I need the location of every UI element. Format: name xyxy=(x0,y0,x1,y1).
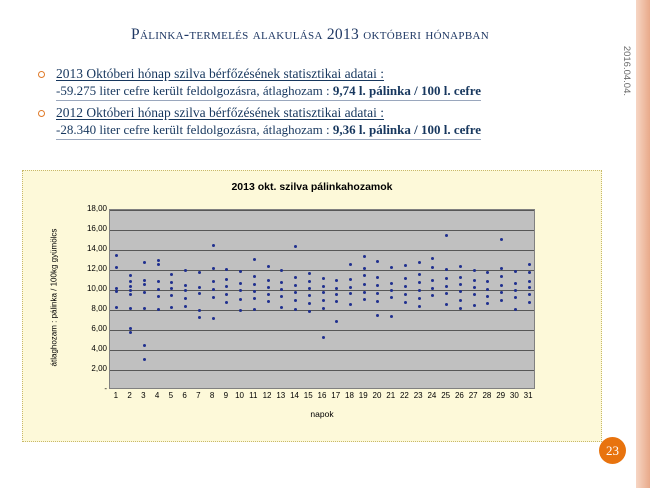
scatter-point xyxy=(514,270,517,273)
bullet-circle-icon xyxy=(38,71,45,78)
scatter-point xyxy=(459,290,462,293)
scatter-point xyxy=(500,275,503,278)
scatter-point xyxy=(322,336,325,339)
scatter-point xyxy=(129,274,132,277)
scatter-point xyxy=(349,278,352,281)
scatter-point xyxy=(157,280,160,283)
scatter-point xyxy=(473,293,476,296)
scatter-point xyxy=(170,287,173,290)
y-tick-label: 6,00 xyxy=(91,324,107,333)
scatter-point xyxy=(280,269,283,272)
scatter-point xyxy=(418,261,421,264)
scatter-point xyxy=(184,305,187,308)
scatter-point xyxy=(115,266,118,269)
scatter-point xyxy=(473,286,476,289)
scatter-point xyxy=(473,269,476,272)
scatter-point xyxy=(129,307,132,310)
x-tick-label: 25 xyxy=(441,391,451,400)
scatter-point xyxy=(473,304,476,307)
scatter-point xyxy=(404,301,407,304)
list-item xyxy=(30,66,590,103)
scatter-point xyxy=(486,302,489,305)
x-tick-label: 24 xyxy=(427,391,437,400)
scatter-point xyxy=(143,261,146,264)
scatter-point xyxy=(528,280,531,283)
bullet-heading: 2013 Októberi hónap szilva bérfőzésének statisztikai adatai : xyxy=(56,66,385,81)
bullet-detail-prefix: -28.340 liter cefre került feldolgozásra, átlaghozam : xyxy=(56,122,333,137)
scatter-point xyxy=(198,309,201,312)
x-tick-label: 27 xyxy=(468,391,478,400)
scatter-point xyxy=(322,277,325,280)
gridline xyxy=(110,250,534,251)
x-tick-label: 17 xyxy=(331,391,341,400)
y-tick-label: 2,00 xyxy=(91,364,107,373)
scatter-point xyxy=(418,305,421,308)
gridline xyxy=(110,210,534,211)
scatter-point xyxy=(349,292,352,295)
scatter-point xyxy=(322,285,325,288)
scatter-point xyxy=(322,307,325,310)
scatter-point xyxy=(335,287,338,290)
scatter-point xyxy=(528,301,531,304)
scatter-point xyxy=(129,327,132,330)
scatter-point xyxy=(308,302,311,305)
scatter-point xyxy=(500,299,503,302)
scatter-point xyxy=(473,279,476,282)
scatter-point xyxy=(280,306,283,309)
scatter-point xyxy=(280,288,283,291)
scatter-point xyxy=(500,284,503,287)
scatter-point xyxy=(514,308,517,311)
scatter-point xyxy=(143,344,146,347)
scatter-point xyxy=(486,295,489,298)
y-tick-label: 12,00 xyxy=(86,264,107,273)
scatter-point xyxy=(376,276,379,279)
scatter-point xyxy=(363,298,366,301)
bullet-circle-icon xyxy=(38,110,45,117)
scatter-point xyxy=(431,266,434,269)
scatter-point xyxy=(376,300,379,303)
bullet-detail-value: 9,36 l. pálinka / 100 l. cefre xyxy=(332,122,482,137)
x-tick-label: 5 xyxy=(168,391,174,400)
scatter-point xyxy=(528,271,531,274)
scatter-point xyxy=(212,288,215,291)
x-tick-label: 2 xyxy=(127,391,132,400)
scatter-point xyxy=(335,320,338,323)
y-axis-ticks xyxy=(63,204,107,393)
scatter-point xyxy=(500,238,503,241)
x-tick-label: 1 xyxy=(113,391,119,400)
scatter-point xyxy=(404,293,407,296)
scatter-point xyxy=(157,288,160,291)
scatter-point xyxy=(198,292,201,295)
x-tick-label: 7 xyxy=(196,391,201,400)
bullet-heading: 2012 Októberi hónap szilva bérfőzésének statisztikai adatai : xyxy=(56,105,385,120)
scatter-point xyxy=(170,273,173,276)
bullet-detail-prefix: -59.275 liter cefre került feldolgozásra, átlaghozam : xyxy=(56,83,333,98)
scatter-point xyxy=(225,285,228,288)
scatter-point xyxy=(294,284,297,287)
scatter-point xyxy=(445,285,448,288)
scatter-point xyxy=(390,289,393,292)
plot-outer xyxy=(23,171,601,441)
scatter-point xyxy=(184,269,187,272)
scatter-point xyxy=(143,307,146,310)
scatter-point xyxy=(404,285,407,288)
scatter-point xyxy=(280,281,283,284)
scatter-point xyxy=(115,306,118,309)
x-axis-title: napok xyxy=(310,409,334,419)
page-number-badge: 23 xyxy=(599,437,626,464)
bullet-detail xyxy=(56,122,590,142)
x-tick-label: 14 xyxy=(290,391,299,400)
plot-area xyxy=(109,209,535,389)
scatter-point xyxy=(349,286,352,289)
scatter-point xyxy=(445,268,448,271)
scatter-point xyxy=(267,286,270,289)
x-tick-label: 11 xyxy=(249,391,258,400)
scatter-point xyxy=(322,299,325,302)
scatter-point xyxy=(212,280,215,283)
scatter-point xyxy=(143,291,146,294)
scatter-point xyxy=(486,280,489,283)
scatter-point xyxy=(514,289,517,292)
scatter-point xyxy=(335,300,338,303)
scatter-point xyxy=(294,299,297,302)
y-tick-label: 18,00 xyxy=(86,204,107,213)
scatter-point xyxy=(170,294,173,297)
scatter-point xyxy=(514,296,517,299)
x-axis-ticks xyxy=(109,391,535,405)
y-tick-label: 4,00 xyxy=(91,344,107,353)
scatter-point xyxy=(294,245,297,248)
scatter-point xyxy=(376,284,379,287)
x-tick-label: 19 xyxy=(358,391,368,400)
scatter-point xyxy=(253,290,256,293)
scatter-point xyxy=(239,309,242,312)
scatter-point xyxy=(294,276,297,279)
scatter-point xyxy=(528,263,531,266)
gridline xyxy=(110,370,534,371)
scatter-point xyxy=(225,301,228,304)
scatter-point xyxy=(212,267,215,270)
scatter-point xyxy=(239,298,242,301)
x-tick-label: 12 xyxy=(262,391,272,400)
scatter-point xyxy=(418,289,421,292)
scatter-point xyxy=(143,279,146,282)
scatter-point xyxy=(363,291,366,294)
x-tick-label: 9 xyxy=(223,391,229,400)
scatter-point xyxy=(225,278,228,281)
y-tick-label: 8,00 xyxy=(91,304,107,313)
y-tick-label: - xyxy=(104,384,107,393)
x-tick-label: 15 xyxy=(303,391,313,400)
scatter-point xyxy=(363,267,366,270)
scatter-point xyxy=(431,279,434,282)
scatter-point xyxy=(184,289,187,292)
x-tick-label: 20 xyxy=(372,391,382,400)
scatter-point xyxy=(198,271,201,274)
scatter-point xyxy=(376,314,379,317)
y-tick-label: 14,00 xyxy=(86,244,107,253)
scatter-point xyxy=(143,283,146,286)
scatter-point xyxy=(170,306,173,309)
scatter-point xyxy=(280,295,283,298)
scatter-point xyxy=(404,277,407,280)
scatter-point xyxy=(363,274,366,277)
scatter-point xyxy=(294,291,297,294)
slide-date: 2016.04.04. xyxy=(621,45,632,96)
scatter-point xyxy=(445,234,448,237)
x-tick-label: 4 xyxy=(154,391,160,400)
scatter-point xyxy=(198,316,201,319)
y-tick-label: 16,00 xyxy=(86,224,107,233)
scatter-point xyxy=(528,286,531,289)
x-tick-label: 28 xyxy=(482,391,492,400)
scatter-point xyxy=(212,317,215,320)
x-tick-label: 23 xyxy=(413,391,423,400)
scatter-point xyxy=(363,255,366,258)
scatter-point xyxy=(225,268,228,271)
scatter-point xyxy=(184,284,187,287)
scatter-point xyxy=(404,264,407,267)
list-item xyxy=(30,105,590,142)
scatter-point xyxy=(308,310,311,313)
scatter-point xyxy=(294,308,297,311)
scatter-point xyxy=(500,291,503,294)
scatter-point xyxy=(157,259,160,262)
bullet-detail xyxy=(56,83,590,103)
scatter-point xyxy=(239,289,242,292)
x-tick-label: 3 xyxy=(141,391,146,400)
scatter-point xyxy=(239,282,242,285)
scatter-point xyxy=(267,293,270,296)
scatter-point xyxy=(418,281,421,284)
x-tick-label: 26 xyxy=(454,391,464,400)
chart-container xyxy=(22,170,602,442)
bullet-list xyxy=(30,66,590,144)
scatter-point xyxy=(129,280,132,283)
scatter-point xyxy=(459,265,462,268)
scatter-point xyxy=(418,297,421,300)
scatter-point xyxy=(459,307,462,310)
scatter-point xyxy=(157,308,160,311)
page-title: Pálinka-termelés alakulása 2013 októberi hónapban xyxy=(131,26,489,43)
scatter-point xyxy=(212,244,215,247)
scatter-point xyxy=(514,282,517,285)
scatter-point xyxy=(390,282,393,285)
x-tick-label: 10 xyxy=(235,391,244,400)
scatter-point xyxy=(143,358,146,361)
scatter-point xyxy=(445,277,448,280)
scatter-point xyxy=(157,295,160,298)
x-tick-label: 18 xyxy=(345,391,354,400)
scatter-point xyxy=(129,285,132,288)
x-tick-label: 16 xyxy=(317,391,327,400)
scatter-point xyxy=(115,254,118,257)
gridline xyxy=(110,350,534,351)
scatter-point xyxy=(390,266,393,269)
scatter-point xyxy=(308,294,311,297)
scatter-point xyxy=(267,279,270,282)
scatter-point xyxy=(253,283,256,286)
scatter-point xyxy=(253,308,256,311)
scatter-point xyxy=(459,283,462,286)
scatter-point xyxy=(322,291,325,294)
scatter-point xyxy=(459,299,462,302)
gridline xyxy=(110,330,534,331)
scatter-point xyxy=(500,267,503,270)
scatter-point xyxy=(253,297,256,300)
scatter-point xyxy=(170,281,173,284)
slide-edge-decoration xyxy=(636,0,650,488)
scatter-point xyxy=(390,315,393,318)
scatter-point xyxy=(308,280,311,283)
scatter-point xyxy=(212,296,215,299)
gridline xyxy=(110,270,534,271)
scatter-point xyxy=(459,276,462,279)
scatter-point xyxy=(253,258,256,261)
x-tick-label: 6 xyxy=(182,391,187,400)
scatter-point xyxy=(445,303,448,306)
scatter-point xyxy=(445,292,448,295)
gridline xyxy=(110,230,534,231)
scatter-point xyxy=(376,260,379,263)
x-tick-label: 30 xyxy=(509,391,519,400)
scatter-point xyxy=(253,275,256,278)
scatter-point xyxy=(349,303,352,306)
scatter-point xyxy=(308,272,311,275)
scatter-point xyxy=(129,289,132,292)
x-tick-label: 21 xyxy=(386,391,396,400)
scatter-point xyxy=(376,292,379,295)
scatter-point xyxy=(528,293,531,296)
scatter-point xyxy=(390,296,393,299)
scatter-point xyxy=(418,273,421,276)
scatter-point xyxy=(198,286,201,289)
chart-title: 2013 okt. szilva pálinkahozamok xyxy=(231,181,393,193)
scatter-point xyxy=(267,265,270,268)
scatter-point xyxy=(431,294,434,297)
scatter-point xyxy=(431,257,434,260)
y-axis-title: átlaghozam : pálinka / 100kg gyümölcs xyxy=(49,228,59,367)
scatter-point xyxy=(239,270,242,273)
x-tick-label: 22 xyxy=(399,391,409,400)
y-tick-label: 10,00 xyxy=(86,284,107,293)
scatter-point xyxy=(308,287,311,290)
scatter-point xyxy=(349,263,352,266)
scatter-point xyxy=(363,283,366,286)
scatter-point xyxy=(129,331,132,334)
bullet-detail-value: 9,74 l. pálinka / 100 l. cefre xyxy=(332,83,482,98)
scatter-point xyxy=(157,263,160,266)
x-tick-label: 31 xyxy=(523,391,533,400)
scatter-point xyxy=(184,297,187,300)
x-tick-label: 29 xyxy=(496,391,506,400)
x-tick-label: 13 xyxy=(276,391,286,400)
scatter-point xyxy=(335,293,338,296)
gridline xyxy=(110,310,534,311)
scatter-point xyxy=(225,293,228,296)
scatter-point xyxy=(129,293,132,296)
x-tick-label: 8 xyxy=(209,391,215,400)
scatter-point xyxy=(335,279,338,282)
scatter-point xyxy=(267,300,270,303)
slide-edge-gap xyxy=(632,0,636,488)
